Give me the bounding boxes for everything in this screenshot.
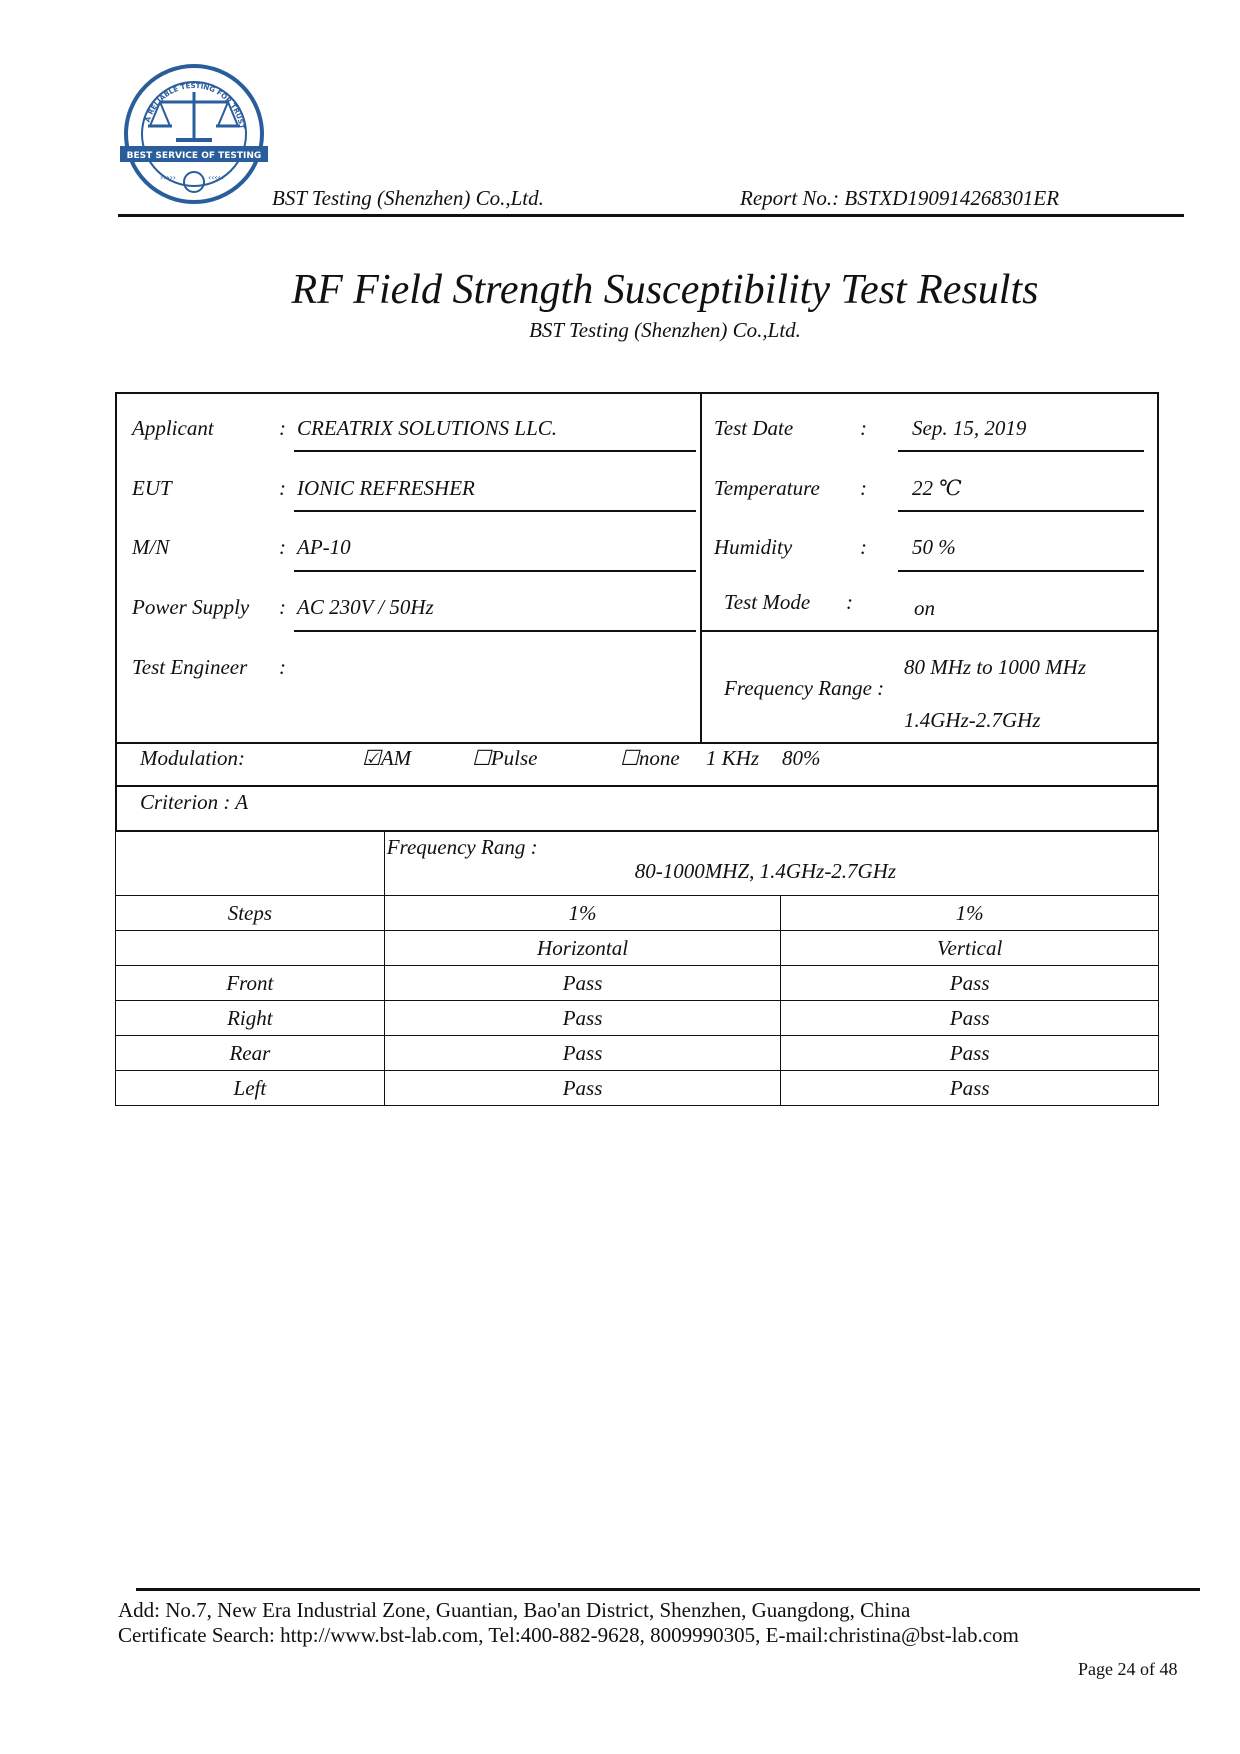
test-mode-label: Test Mode bbox=[724, 590, 811, 614]
modulation-option-am[interactable] bbox=[362, 746, 411, 771]
applicant-value: CREATRIX SOLUTIONS LLC. bbox=[297, 416, 558, 440]
test-date-value: Sep. 15, 2019 bbox=[912, 416, 1027, 440]
steps-row bbox=[116, 896, 1159, 931]
rule-test-date bbox=[898, 450, 1144, 452]
unchecked-box-icon[interactable]: ☐ bbox=[620, 746, 639, 770]
info-divider bbox=[700, 392, 702, 744]
test-date-label: Test Date bbox=[714, 416, 794, 440]
modulation-option-pulse[interactable] bbox=[472, 746, 537, 771]
freq-rang-row bbox=[116, 831, 1159, 896]
test-engineer-colon: : bbox=[279, 655, 286, 679]
freq-rang-label: Frequency Rang : bbox=[386, 835, 538, 859]
rule-temperature bbox=[898, 510, 1144, 512]
modulation-depth: 80% bbox=[782, 746, 821, 770]
modulation-none-label: none bbox=[638, 746, 680, 770]
mn-colon: : bbox=[279, 535, 286, 559]
freq-rang-value: 80-1000MHZ, 1.4GHz-2.7GHz bbox=[634, 859, 897, 883]
test-mode-colon: : bbox=[846, 590, 853, 614]
horizontal-result: Pass bbox=[384, 966, 781, 1001]
header-company: BST Testing (Shenzhen) Co.,Ltd. bbox=[272, 186, 544, 210]
logo-banner-text: BEST SERVICE OF TESTING bbox=[126, 151, 262, 161]
svg-text:›››››: ››››› bbox=[160, 173, 176, 182]
rule-test-mode bbox=[702, 630, 1159, 632]
steps-label: Steps bbox=[116, 896, 385, 931]
vertical-result: Pass bbox=[781, 1036, 1159, 1071]
steps-horizontal: 1% bbox=[384, 896, 781, 931]
page-number: Page 24 of 48 bbox=[1078, 1659, 1178, 1679]
rule-eut bbox=[294, 510, 696, 512]
side-label: Right bbox=[116, 1001, 385, 1036]
eut-value: IONIC REFRESHER bbox=[297, 476, 475, 500]
humidity-label: Humidity bbox=[714, 535, 793, 559]
steps-vertical: 1% bbox=[781, 896, 1159, 931]
freq-rang-cell bbox=[384, 831, 1158, 896]
frequency-range-value-2: 1.4GHz-2.7GHz bbox=[904, 708, 1041, 732]
unchecked-box-icon[interactable]: ☐ bbox=[472, 746, 491, 770]
freq-rang-empty-cell bbox=[116, 831, 385, 896]
eut-colon: : bbox=[279, 476, 286, 500]
vertical-result: Pass bbox=[781, 966, 1159, 1001]
side-label: Rear bbox=[116, 1036, 385, 1071]
modulation-label: Modulation: bbox=[140, 746, 245, 770]
vertical-result: Pass bbox=[781, 1071, 1159, 1106]
checked-box-icon[interactable]: ☑ bbox=[362, 746, 381, 770]
table-row bbox=[116, 966, 1159, 1001]
humidity-colon: : bbox=[860, 535, 867, 559]
logo-arc-text: A RELIABLE TESTING FOR TRUST bbox=[143, 81, 246, 130]
company-logo bbox=[120, 62, 268, 212]
temperature-value: 22 ℃ bbox=[912, 476, 962, 500]
modulation-am-label: AM bbox=[380, 746, 412, 770]
modulation-option-none[interactable] bbox=[620, 746, 680, 771]
side-label: Front bbox=[116, 966, 385, 1001]
test-mode-value: on bbox=[914, 596, 935, 620]
applicant-label: Applicant bbox=[132, 416, 214, 440]
header-report-no: Report No.: BSTXD190914268301ER bbox=[740, 186, 1060, 210]
table-row bbox=[116, 1001, 1159, 1036]
page-subtitle: BST Testing (Shenzhen) Co.,Ltd. bbox=[529, 318, 801, 342]
table-row bbox=[116, 1071, 1159, 1106]
rule-humidity bbox=[898, 570, 1144, 572]
rule-power bbox=[294, 630, 696, 632]
side-label: Left bbox=[116, 1071, 385, 1106]
applicant-colon: : bbox=[279, 416, 286, 440]
frequency-range-label: Frequency Range : bbox=[724, 676, 885, 700]
polarization-header-row bbox=[116, 931, 1159, 966]
col-vertical: Vertical bbox=[781, 931, 1159, 966]
temperature-label: Temperature bbox=[714, 476, 820, 500]
footer-address: Add: No.7, New Era Industrial Zone, Guantian, Bao'an District, Shenzhen, Guangdong, China bbox=[118, 1598, 911, 1622]
power-supply-value: AC 230V / 50Hz bbox=[297, 595, 434, 619]
footer-contact: Certificate Search: http://www.bst-lab.com, Tel:400-882-9628, 8009990305, E-mail:christina@bst-lab.com bbox=[118, 1623, 1019, 1647]
page-title: RF Field Strength Susceptibility Test Results bbox=[291, 267, 1039, 313]
test-engineer-label: Test Engineer bbox=[132, 655, 248, 679]
power-supply-colon: : bbox=[279, 595, 286, 619]
rule-freq-bottom bbox=[115, 742, 1159, 744]
results-table bbox=[115, 830, 1159, 1106]
rule-modulation-bottom bbox=[115, 785, 1159, 787]
power-supply-label: Power Supply bbox=[132, 595, 250, 619]
horizontal-result: Pass bbox=[384, 1071, 781, 1106]
svg-text:‹‹‹‹‹: ‹‹‹‹‹ bbox=[208, 173, 224, 182]
footer-rule bbox=[136, 1588, 1200, 1591]
polarization-empty-cell bbox=[116, 931, 385, 966]
rule-applicant bbox=[294, 450, 696, 452]
table-row bbox=[116, 1036, 1159, 1071]
mn-value: AP-10 bbox=[297, 535, 351, 559]
test-date-colon: : bbox=[860, 416, 867, 440]
eut-label: EUT bbox=[132, 476, 172, 500]
criterion: Criterion : A bbox=[140, 790, 249, 814]
rule-mn bbox=[294, 570, 696, 572]
modulation-pulse-label: Pulse bbox=[490, 746, 538, 770]
temperature-colon: : bbox=[860, 476, 867, 500]
col-horizontal: Horizontal bbox=[384, 931, 781, 966]
humidity-value: 50 % bbox=[912, 535, 956, 559]
header-rule bbox=[118, 214, 1184, 217]
vertical-result: Pass bbox=[781, 1001, 1159, 1036]
modulation-frequency: 1 KHz bbox=[706, 746, 760, 770]
horizontal-result: Pass bbox=[384, 1001, 781, 1036]
frequency-range-value-1: 80 MHz to 1000 MHz bbox=[904, 655, 1086, 679]
mn-label: M/N bbox=[132, 535, 170, 559]
horizontal-result: Pass bbox=[384, 1036, 781, 1071]
